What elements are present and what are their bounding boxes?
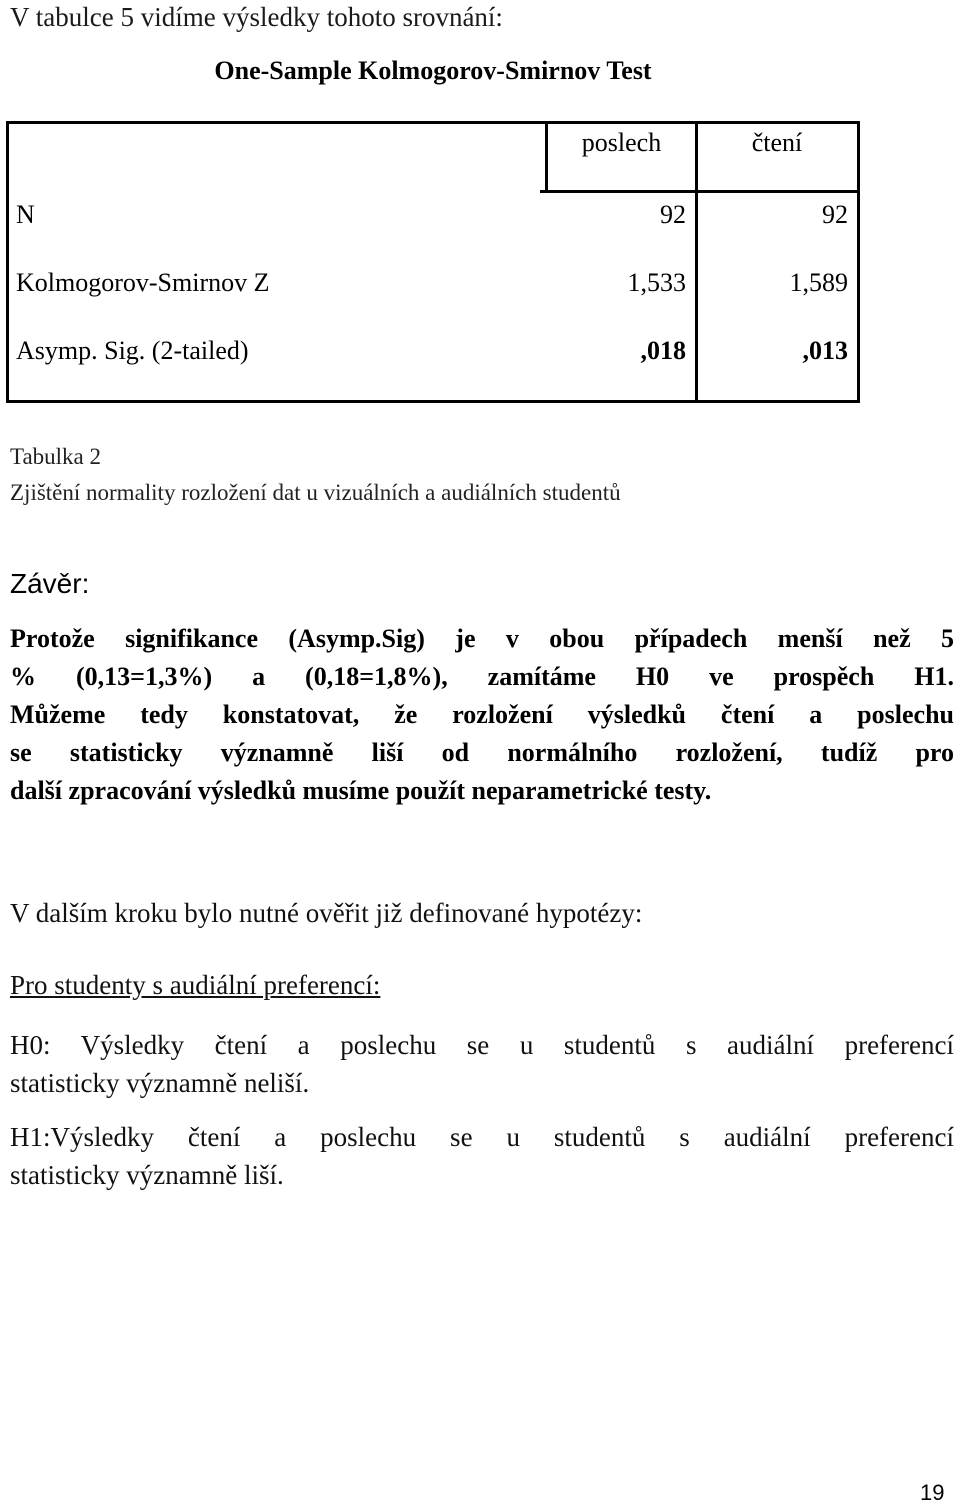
next-step-text: V dalším kroku bylo nutné ověřit již definované hypotézy: [10, 898, 643, 928]
conclusion-line: Můžeme tedy konstatovat, že rozložení výsledků čtení a poslechu [10, 700, 954, 729]
conclusion-line: % (0,13=1,3%) a (0,18=1,8%), zamítáme H0 ve prospěch H1. [10, 662, 954, 691]
hypothesis-line: H1:Výsledky čtení a poslechu se u studentů s audiální preferencí [10, 1122, 954, 1152]
table-caption-label: Tabulka 2 [10, 444, 102, 469]
row-label-asymp-sig: Asymp. Sig. (2-tailed) [16, 336, 249, 365]
page-number: 19 [920, 1480, 945, 1505]
row-label-ks-z: Kolmogorov-Smirnov Z [16, 268, 270, 297]
intro-text: V tabulce 5 vidíme výsledky tohoto srovnání: [10, 2, 503, 32]
table-header-rule [540, 190, 857, 193]
conclusion-line: se statisticky významně liší od normálního rozložení, tudíž pro [10, 738, 954, 767]
table-caption-text: Zjištění normality rozložení dat u vizuálních a audiálních studentů [10, 480, 621, 505]
conclusion-heading: Závěr: [10, 568, 90, 599]
hypothesis-line: statisticky významně neliší. [10, 1068, 310, 1098]
audial-students-heading: Pro studenty s audiální preferencí: [10, 970, 381, 1000]
cell-sig-poslech: ,018 [640, 336, 686, 365]
hypothesis-h0 [10, 1026, 954, 1102]
column-header-cteni: čtení [751, 128, 803, 157]
column-header-poslech: poslech [581, 128, 662, 157]
conclusion-line: další zpracování výsledků musíme použít neparametrické testy. [10, 776, 712, 805]
row-label-n: N [16, 200, 35, 229]
cell-sig-cteni: ,013 [802, 336, 848, 365]
cell-n-poslech: 92 [660, 200, 686, 229]
cell-ks-z-cteni: 1,589 [789, 268, 848, 297]
hypothesis-line: statisticky významně liší. [10, 1160, 284, 1190]
cell-n-cteni: 92 [822, 200, 848, 229]
conclusion-paragraph [10, 620, 954, 810]
hypothesis-h1 [10, 1118, 954, 1194]
hypothesis-line: H0: Výsledky čtení a poslechu se u studentů s audiální preferencí [10, 1030, 954, 1060]
conclusion-line: Protože signifikance (Asymp.Sig) je v obou případech menší než 5 [10, 624, 954, 653]
table-title: One-Sample Kolmogorov-Smirnov Test [214, 56, 652, 85]
cell-ks-z-poslech: 1,533 [627, 268, 686, 297]
